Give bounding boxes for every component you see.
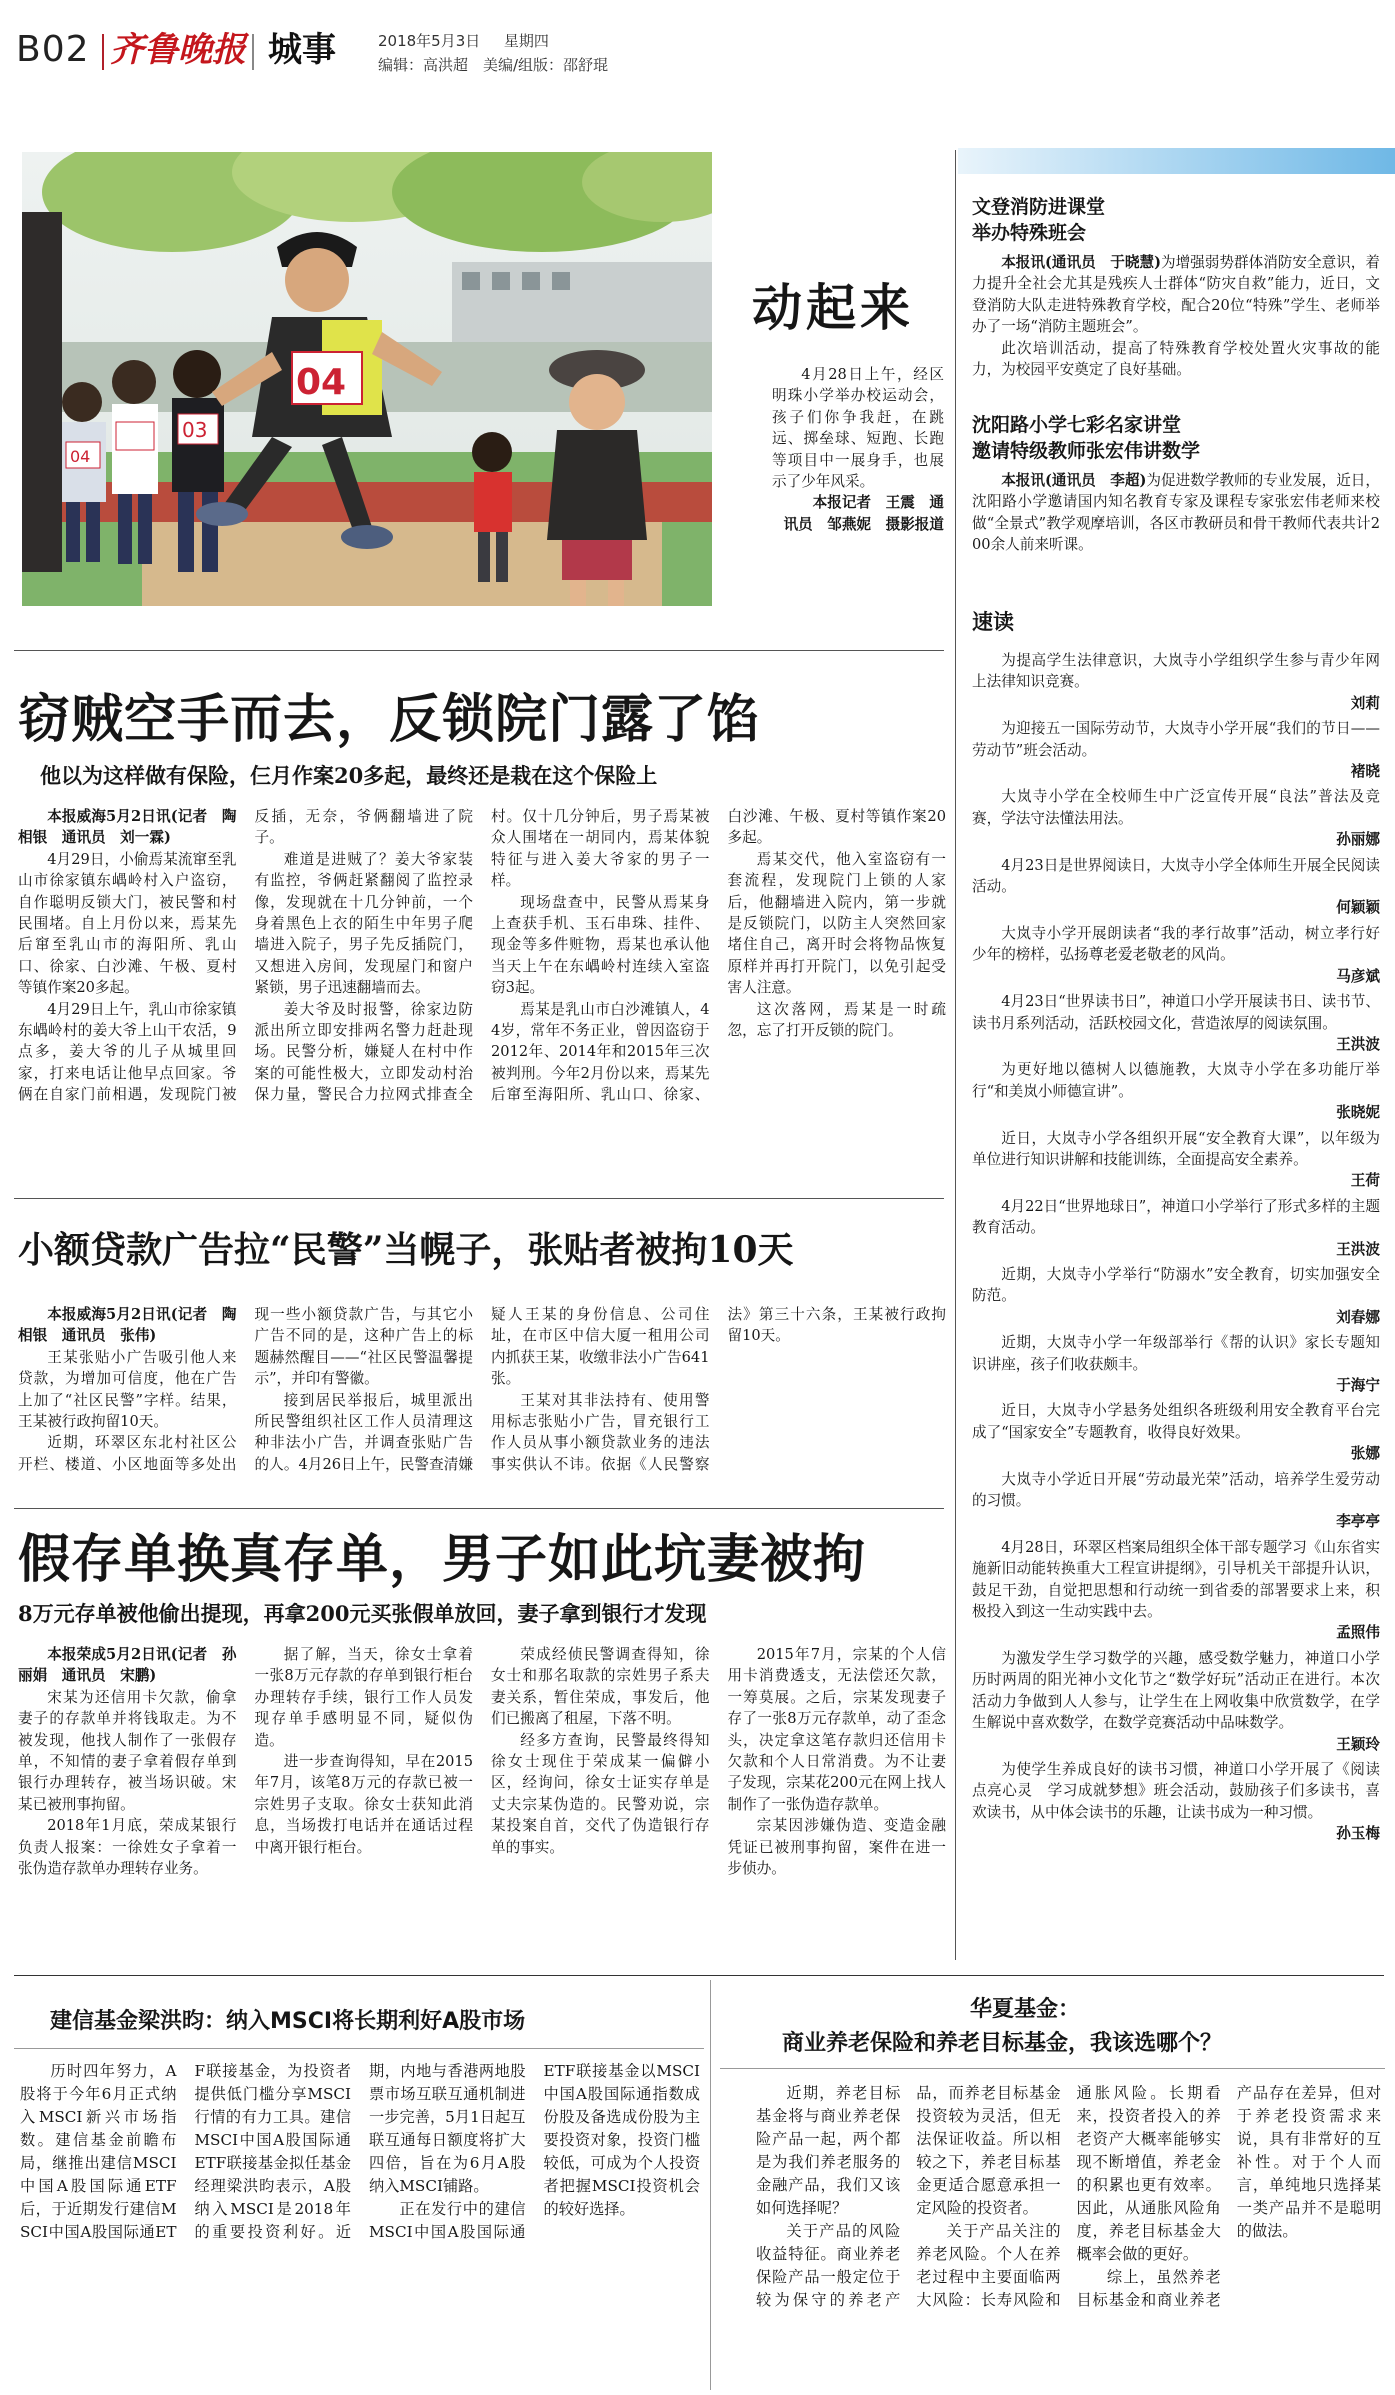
brief-item-text: 为更好地以德树人以德施教，大岚寺小学在多功能厅举行“和美岚小师德宣讲”。 [972,1061,1380,1100]
ad-left [14,1990,704,2390]
newspaper-logo: 齐鲁晚报 [110,30,246,70]
brief-item-author: 于海宁 [1336,1377,1380,1394]
brief-item-text: 大岚寺小学开展朗读者“我的孝行故事”活动，树立孝行好少年的榜样，弘扬尊老爱老敬老的风尚。 [972,924,1380,964]
article3-paragraph: 宋某为还信用卡欠款，偷拿妻子的存款单并将钱取走。为不被发现，他找人制作了一张假存单，不知情的妻子拿着假存单到银行办理转存，被当场识破。宋某已被刑事拘留。 [18,1688,237,1813]
photo-story-credit: 本报记者 王震 通讯员 邹燕妮 摄影报道 [783,494,944,533]
side-news-1-text2: 此次培训活动，提高了特殊教育学校处置火灾事故的能力，为校园平安奠定了良好基础。 [972,339,1380,379]
article3-subhead: 8万元存单被他偷出提现，再拿200元买张假单放回，妻子拿到银行才发现 [18,1601,707,1626]
bib-number-runner: 04 [296,362,347,403]
divider-article3-top [14,1508,944,1509]
header-bar [958,148,1395,174]
brief-item-author: 刘莉 [1350,694,1380,712]
brief-item-author: 刘春娜 [1336,1308,1380,1326]
column-divider [955,150,956,1960]
ad-right-kicker: 华夏基金： [970,1997,1081,2022]
brief-item-author: 王洪波 [1336,1240,1380,1258]
brief-item-text: 为激发学生学习数学的兴趣，感受数学魅力，神道口小学历时两周的阳光神小文化节之“数学好玩”活动正在进行。本次活动力争做到人人参与，让学生在上网收集中欣赏数学，在学生解说中喜欢数学，在数学竞赛活动中品味数学。 [972,1649,1380,1732]
article1-paragraph: 现场盘查中，民警从焉某身上查获手机、玉石串珠、挂件、现金等多件赃物，焉某也承认他当天上午在东嵎岭村连续入室盗窃3起。 [491,893,710,997]
photo-story-caption [772,364,944,579]
article1-paragraph: 这次落网，焉某是一时疏忽，忘了打开反锁的院门。 [727,1000,946,1040]
article2-headline: 小额贷款广告拉“民警”当幌子，张贴者被拘10天 [18,1229,794,1271]
brief-item-author: 王颖玲 [1336,1735,1380,1753]
article3-paragraph: 进一步查询得知，早在2015年7月，该笔8万元的存款已被一宗姓男子支取。徐女士获知此消息，当场拨打电话并在通话过程中离开银行柜台。 [254,1753,473,1856]
briefs-title: 速读 [972,610,1014,634]
ad-left-title-rule [14,2048,704,2049]
brief-item-text: 大岚寺小学在全校师生中广泛宣传开展“良法”普法及竞赛，学法守法懂法用法。 [972,788,1380,827]
brief-item-author: 张晓妮 [1336,1104,1380,1122]
brief-item-text: 4月22日“世界地球日”，神道口小学举行了形式多样的主题教育活动。 [972,1197,1380,1237]
side-news-2-body [972,470,1380,556]
ad-right-title: 商业养老保险和养老目标基金，我该选哪个？ [782,2031,1223,2056]
article1-body [18,806,946,1191]
article1-paragraph: 4月29日上午，乳山市徐家镇东嵎岭村的姜大爷上山干农活，9点多，姜大爷的儿子从城里回家，打来电话让他早点回家。爷俩在自家门前相遇，发现院门被反插，无奈，爷俩翻墙进了院子。 [18,808,473,1104]
briefs-list [972,650,1380,1950]
side-news-1 [972,194,1380,380]
article2-body [18,1304,946,1504]
article1-byline: 本报威海5月2日讯(记者 陶相银 通讯员 刘一霖) [18,808,237,847]
article3-paragraph: 2018年1月底，荣成某银行负责人报案：一徐姓女子拿着一张伪造存款单办理转存业务。 [18,1817,237,1878]
brief-item-author: 孙玉梅 [1336,1825,1380,1843]
divider-article1-top [14,650,944,651]
article1-subhead: 他以为这样做有保险，仨月作案20多起，最终还是栽在这个保险上 [40,763,658,788]
side-news-2 [972,412,1380,556]
brief-item-author: 王洪波 [1336,1035,1380,1053]
brief-item-text: 4月28日，环翠区档案局组织全体干部专题学习《山东省实施新旧动能转换重大工程宣讲提纲》，引导机关干部提升认识，鼓足干劲，自觉把思想和行动统一到省委的部署要求上来，积极投入到这一生动实践中去。 [972,1538,1380,1621]
ad-left-body [20,2060,700,2380]
photo-story-body: 4月28日上午，经区明珠小学举办校运动会，孩子们你争我赶，在跳远、掷垒球、短跑、长跑等项目中一展身手，也展示了少年风采。 [772,366,944,491]
page-number: B02 [16,29,90,70]
date-text: 2018年5月3日 [378,32,481,50]
brief-item-text: 为迎接五一国际劳动节，大岚寺小学开展“我们的节日——劳动节”班会活动。 [972,720,1380,759]
article3-paragraph: 荣成经侦民警调查得知，徐女士和那名取款的宗姓男子系夫妻关系，暂住荣成，事发后，他们已搬离了租屋，下落不明。 [491,1646,710,1728]
sports-photo-illustration [22,152,712,606]
brief-item-text: 近期，大岚寺小学一年级部举行《帮的认识》家长专题知识讲座，孩子们收获颇丰。 [972,1334,1380,1373]
brief-item-author: 孙丽娜 [1336,831,1380,849]
bib-number-middle: 03 [182,418,208,442]
brief-item-author: 王荷 [1350,1172,1380,1190]
brief-item-text: 近期，大岚寺小学举行“防溺水”安全教育，切实加强安全防范。 [972,1265,1380,1305]
brief-item-author: 孟照伟 [1336,1624,1380,1642]
header-divider-1 [102,34,104,70]
article2-paragraph: 王某张贴小广告吸引他人来贷款，为增加可信度，他在广告上加了“社区民警”字样。结果，王某被行政拘留10天。 [18,1348,237,1431]
divider-article2-top [14,1198,944,1199]
article3-byline: 本报荣成5月2日讯(记者 孙丽娟 通讯员 宋鹏) [18,1646,237,1685]
brief-item-author: 何颖颖 [1336,899,1380,917]
side-news-1-title: 文登消防进课堂 举办特殊班会 [972,196,1106,244]
article3-body [18,1644,946,1964]
ad-divider [710,1980,711,2390]
brief-item-text: 4月23日“世界读书日”，神道口小学开展读书日、读书节、读书月系列活动，活跃校园文化，营造浓厚的阅读氛围。 [972,993,1380,1032]
article2-byline: 本报威海5月2日讯(记者 陶相银 通讯员 张伟) [18,1306,237,1345]
brief-item-author: 马彦斌 [1336,967,1380,985]
ad-left-title: 建信基金梁洪昀：纳入MSCI将长期利好A股市场 [50,2009,526,2034]
article1-paragraph: 焉某交代，他入室盗窃有一套流程，发现院门上锁的人家后，他翻墙进入院内，第一步就是反锁院门，以防主人突然回家堵住自己，离开时会将物品恢复原样并再打开院门，以免引起受害人注意。 [727,850,946,997]
ad-left-paragraph: 历时四年努力，A股将于今年6月正式纳入MSCI新兴市场指数。建信基金前瞻布局，继推出建信MSCI中国A股国际通ETF后，于近期发行建信MSCI中国A股国际通ETF联接基金，为投资者提供低门槛分享MSCI行情的有力工具。建信MSCI中国A股国际通ETF联接基金拟任基金经理梁洪昀表示，A股纳入MSCI是2018年的重要投资利好。近期，内地与香港两地股票市场互联互通机制进一步完善，5月1日起互联互通每日额度将扩大四倍，旨在为6月A股纳入MSCI铺路。 [20,2062,526,2241]
sports-photo [22,152,712,606]
article2-paragraph: 近期，环翠区东北村社区公开栏、楼道、小区地面等多处出现一些小额贷款广告，与其它小广告不同的是，这种广告上的标题赫然醒目——“社区民警温馨提示”，并印有警徽。 [18,1306,473,1473]
article1-paragraph: 4月29日，小偷焉某流窜至乳山市徐家镇东嵎岭村入户盗窃，自作聪明反锁大门，被民警和村民围堵。自上月份以来，焉某先后窜至乳山市的海阳所、乳山口、徐家、白沙滩、午极、夏村等镇作案20多起。 [18,850,237,997]
side-news-2-byline: 本报讯(通讯员 李超) [1001,472,1147,489]
brief-item-text: 近日，大岚寺小学各组织开展“安全教育大课”，以年级为单位进行知识讲解和技能训练，全面提高安全素养。 [972,1129,1380,1168]
brief-item-author: 李亭亭 [1336,1513,1380,1531]
brief-item-text: 为使学生养成良好的读书习惯，神道口小学开展了《阅读点亮心灵 学习成就梦想》班会活动，鼓励孩子们多读书，喜欢读书，从中体会读书的乐趣，让读书成为一种习惯。 [972,1760,1380,1821]
article1-paragraph: 难道是进贼了？姜大爷家装有监控，爷俩赶紧翻阅了监控录像，发现就在十几分钟前，一个身着黑色上衣的陌生中年男子爬墙进入院子，男子先反插院门，又想进入房间，发现屋门和窗户紧锁，男子迅速翻墙而去。 [254,850,473,997]
article2-paragraph: 王某对其非法持有、使用警用标志张贴小广告，冒充银行工作人员从事小额贷款业务的违法事实供认不讳。依据《人民警察法》第三十六条，王某被行政拘留10天。 [491,1306,946,1473]
article3-headline: 假存单换真存单，男子如此坑妻被拘 [18,1529,867,1590]
brief-item-author: 褚晓 [1350,763,1380,781]
article3-paragraph: 宗某因涉嫌伪造、变造金融凭证已被刑事拘留，案件在进一步侦办。 [727,1817,946,1878]
article1-headline: 窃贼空手而去，反锁院门露了馅 [18,689,761,750]
photo-story-title: 动起来 [752,278,914,337]
brief-item-author: 张娜 [1350,1445,1380,1463]
ad-right-paragraph: 关于产品关注的养老风险。个人在养老过程中主要面临两大风险：长寿风险和通胀风险。长期看来，投资者投入的养老资产大概率能够实现不断增值，养老金的积累也更有效率。因此，从通胀风险角度，养老目标基金大概率会做的更好。 [916,2084,1221,2309]
brief-item-text: 近日，大岚寺小学悬务处组织各班级利用安全教育平台完成了“国家安全”专题教育，收得良好效果。 [972,1402,1380,1441]
editors-credit: 编辑：高洪超 美编/组版：邵舒琨 [378,56,609,74]
side-news-1-byline: 本报讯(通讯员 于晓慧) [1001,254,1161,271]
section-name: 城事 [268,30,336,70]
side-news-1-body [972,252,1380,338]
article3-paragraph: 2015年7月，宗某的个人信用卡消费透支，无法偿还欠款，一筹莫展。之后，宗某发现妻子存了一张8万元存款单，动了歪念头，决定拿这笔存款归还信用卡欠款和个人日常消费。为不让妻子发现，宗某花200元在网上找人制作了一张伪造存款单。 [727,1646,946,1813]
ad-right-paragraph: 关于产品的风险收益特征。商业养老保险产品一般定位于较为保守的养老产品，而养老目标基金投资较为灵活，但无法保证收益。所以相较之下，养老目标基金更适合愿意承担一定风险的投资者。 [756,2084,1061,2309]
header-divider-2 [252,34,254,70]
article1-paragraph: 姜大爷及时报警，徐家边防派出所立即安排两名警力赶赴现场。民警分析，嫌疑人在村中作案的可能性极大，立即发动村治保力量，警民合力拉网式排查全村。仅十几分钟后，男子焉某被众人围堵在一胡同内，焉某体貌特征与进入姜大爷家的男子一样。 [254,808,710,1104]
ad-right-paragraph: 近期，养老目标基金将与商业养老保险产品一起，两个都是为我们养老服务的金融产品，我们又该如何选择呢？ [756,2084,901,2217]
divider-bottom [14,1975,1384,1976]
brief-item-text: 为提高学生法律意识，大岚寺小学组织学生参与青少年网上法律知识竞赛。 [972,652,1380,691]
article1-paragraph: 焉某是乳山市白沙滩镇人，44岁，常年不务正业，曾因盗窃于2012年、2014年和2015年三次被判刑。今年2月份以来，焉某先后窜至海阳所、乳山口、徐家、白沙滩、午极、夏村等镇作案20多起。 [491,808,946,1104]
ad-right-title-rule [720,2068,1385,2069]
article3-paragraph: 据了解，当天，徐女士拿着一张8万元存款的存单到银行柜台办理转存手续，银行工作人员发现存单手感明显不同，疑似伪造。 [254,1646,473,1749]
side-news-2-title: 沈阳路小学七彩名家讲堂 邀请特级教师张宏伟讲数学 [972,414,1201,462]
weekday-text: 星期四 [503,32,549,50]
side-news-2-text: 为促进数学教师的专业发展，近日，沈阳路小学邀请国内知名教育专家及课程专家张宏伟老师来校做“全景式”教学观摩培训，各区市教研员和骨干教师代表共计200余人前来听课。 [972,472,1380,554]
page-header [0,0,1395,100]
bib-number-left: 04 [70,447,91,466]
brief-item-text: 大岚寺小学近日开展“劳动最光荣”活动，培养学生爱劳动的习惯。 [972,1470,1380,1510]
ad-right-paragraph: 综上，虽然养老目标基金和商业养老产品存在差异，但对于养老投资需求来说，具有非常好的互补性。对于个人而言，单纯地只选择某一类产品并不是聪明的做法。 [1076,2084,1381,2309]
side-news-1-text: 为增强弱势群体消防安全意识，着力提升全社会尤其是残疾人士群体“防灾自救”能力，近日，文登消防大队走进特殊教育学校，配合20位“特殊”学生、老师举办了一场“消防主题班会”。 [972,254,1380,336]
brief-item-text: 4月23日是世界阅读日，大岚寺小学全体师生开展全民阅读活动。 [972,856,1380,896]
ad-right [720,1990,1385,2390]
issue-date [378,32,549,50]
article2-paragraph: 接到居民举报后，城里派出所民警组织社区工作人员清理这种非法小广告，并调查张贴广告的人。4月26日上午，民警查清嫌疑人王某的身份信息、公司住址，在市区中信大厦一租用公司内抓获王某，收缴非法小广告641张。 [254,1306,710,1473]
ad-left-paragraph: 正在发行中的建信MSCI中国A股国际通ETF联接基金以MSCI中国A股国际通指数成份股及备选成份股为主要投资对象，投资门槛较低，可成为个人投资者把握MSCI投资机会的较好选择。 [369,2062,700,2241]
ad-right-body [756,2082,1381,2382]
article3-paragraph: 经多方查询，民警最终得知徐女士现住于荣成某一偏僻小区，经询问，徐女士证实存单是丈夫宗某伪造的。民警劝说，宗某投案自首，交代了伪造银行存单的事实。 [491,1731,710,1856]
